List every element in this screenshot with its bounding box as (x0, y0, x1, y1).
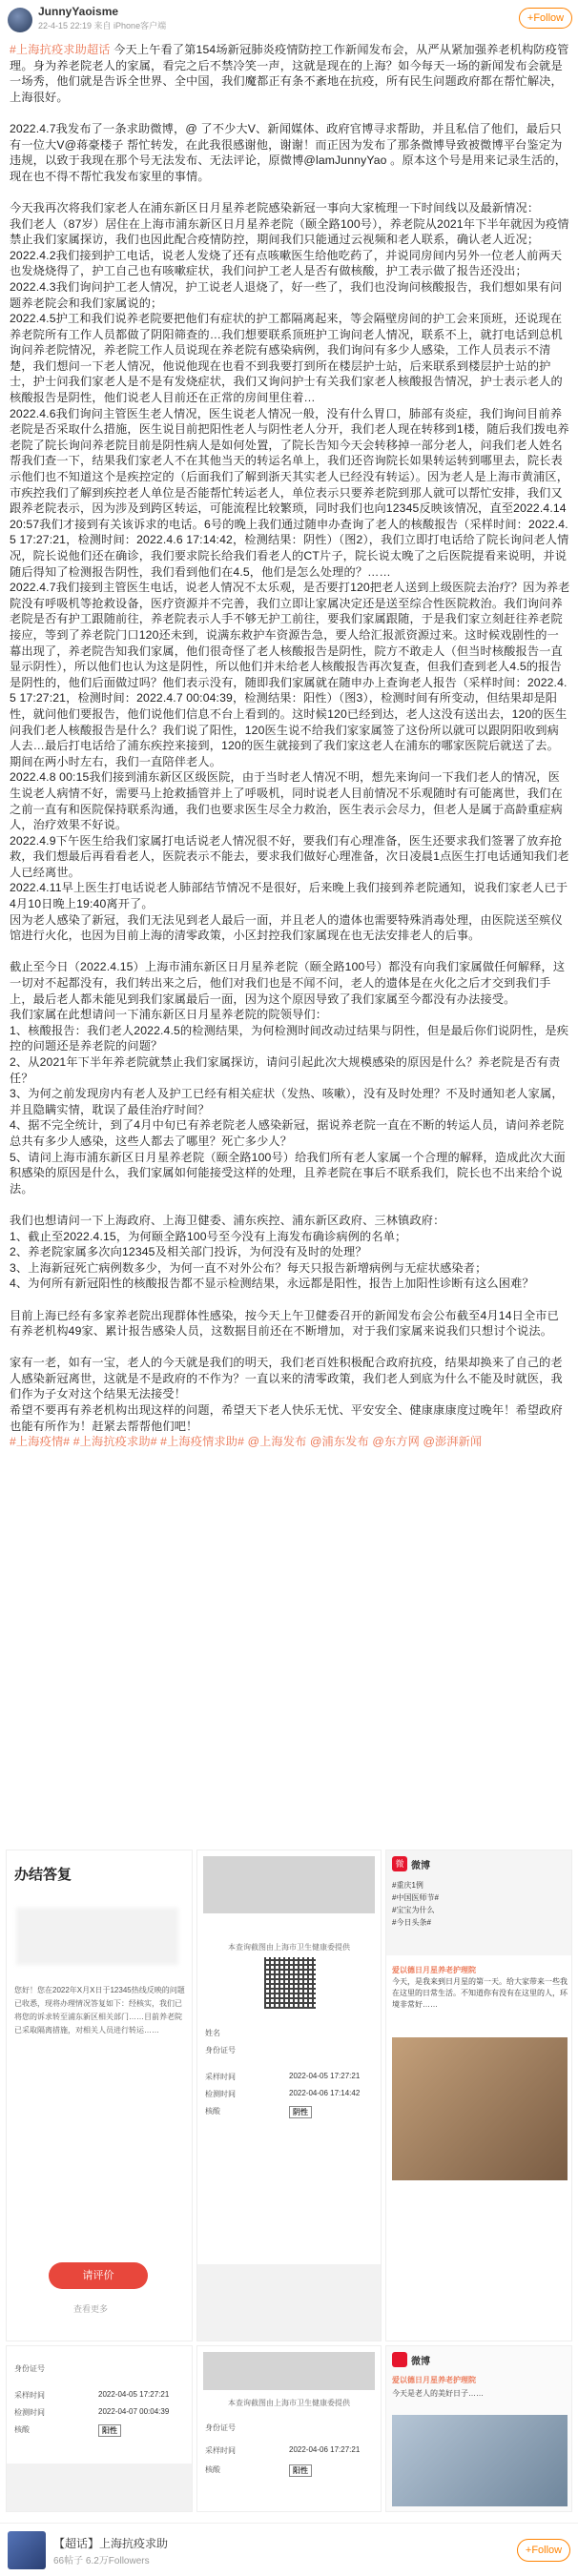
weibo-card-inner (386, 2346, 571, 2511)
report-header: 本查询截图由上海市卫生健康委提供 (228, 1943, 350, 1952)
result-badge: 阴性 (289, 2106, 312, 2118)
topic-title: 【超话】上海抗疫求助 (53, 2537, 169, 2550)
test-time-value: 2022-04-07 00:04:39 (98, 2407, 170, 2416)
card-account-name: 爱以德日月星养老护理院 (392, 2376, 476, 2384)
image-reply-document[interactable] (6, 1850, 193, 2341)
hot-list: #重庆1例 #中国医师节# #宝宝为什么 #今日头条# (392, 1881, 439, 1927)
report-inner (197, 2346, 381, 2511)
image-weibo-card[interactable] (385, 2345, 572, 2512)
post-tags-line[interactable]: #上海疫情# #上海抗疫求助# #上海疫情求助# @上海发布 @浦东发布 @东方网 @澎湃新闻 (10, 1435, 483, 1449)
result-value (289, 2464, 312, 2477)
post-paragraph-12: 2022.4.11早上医生打电话说老人肺部结节情况不是很好，后来晚上我们接到养老院通知，说我们家老人已于4月10日晚上19:40离开了。 (10, 881, 568, 911)
sample-time-label: 采样时间 (14, 2391, 45, 2400)
post-meta: 22-4-15 22:19 来自 iPhone客户端 (38, 21, 167, 31)
weibo-logo-icon (392, 2352, 407, 2367)
sample-time-value: 2022-04-06 17:27:21 (289, 2445, 361, 2454)
post-paragraph-14: 截止至今日（2022.4.15）上海市浦东新区日月星养老院（颐全路100号）都没有向我们家属做任何解释，这一切对不起都没有，我们转出来之后，他们对我们也是不闻不问，老人的遗体是在火化之后才交到我们手上，最后老人都未能见到我们家属最后一面，因为这个原因导致了我们家属至今都没有办法接受。 (10, 960, 566, 1006)
topic-stats: 66帖子 6.2万Followers (53, 2556, 150, 2566)
sample-time-label: 采样时间 (205, 2073, 236, 2081)
result-value (98, 2424, 121, 2437)
result-label: 核酸 (14, 2425, 30, 2434)
super-topic-card[interactable] (0, 2523, 578, 2576)
result-label: 核酸 (205, 2107, 220, 2116)
post-intro: 今天上午看了第154场新冠肺炎疫情防控工作新闻发布会，从严从紧加强养老机构防疫管理。身为养老院老人的家属，看完之后不禁冷笑一声，这就是现在的上海？如今每天一场的新闻发布会就是一场秀，他们就是告诉全世界、全中国，我们魔都正有条不紊地在抗疫，所有民生问题政府都在帮忙解决，上海很好。 (10, 43, 569, 104)
see-more-label: 查看更多 (73, 2304, 109, 2314)
evaluate-button: 请评价 (49, 2262, 148, 2289)
image-test-report-positive-2[interactable] (196, 2345, 382, 2512)
sample-time-value: 2022-04-05 17:27:21 (98, 2390, 170, 2399)
id-label: 身份证号 (205, 2423, 236, 2432)
post-paragraph-5: 2022.4.2我们接到护工电话，说老人发烧了还有点咳嗽医生给他吃药了，并说同房间内另外一位老人前两天也发烧烧得了，护工自己也有咳嗽症状，我们问护工老人是否有做核酸，护工表示做了报告还没出； (10, 248, 563, 278)
result-value (289, 2106, 312, 2118)
topic-tag[interactable]: #上海抗疫求助超话 (10, 43, 111, 56)
post-paragraph-8: 2022.4.6我们询问主管医生老人情况，医生说老人情况一般，没有什么胃口，肺部有炎症，我们询问目前养老院是否采取什么措施，医生说目前把阳性老人与阴性老人分开，我们老人现在转移到1楼，随后我们拨电养老院了院长询问养老院目前是阴性病人是如何处置，了院长告知今天会转移掉一部分老人，问我们老人姓名帮我们查一下，结果我们家老人不在其他当天的转运名单上，我们还咨询院长如果转运转到哪里去，院长表示他们也不知道这个是疾控定的（后面我们了解到浙天其实老人已经没有转运）。因为老人是上海市黄浦区，市疾控我们了解到疾控老人单位是否能帮忙转运老人，单位表示只要养老院到那人就可以帮忙安排，我们又跟养老院表示，因为涉及到跨区转运，可能流程比较繁琐，同时我们也向12345反映该情况，直至2022.4.14 20:57我们才接到有关该诉求的电话。6号的晚上我们通过随申办查询了老人的核酸报告（采样时间：2022.4.5 17:27:21，检测时间：2022.4.6 17:14:42，检测结果：阴性）（图2），我们立即打电话给了院长询问老人情况，院长说他们还在确诊，我们要求院长给我们看老人的CT片子，院长说太晚了之后医院提看来说明，并说随后得知了检测报告阴性，我们看到他们在4.5，他们是怎么处理的？…… (10, 406, 570, 579)
test-time-value: 2022-04-06 17:14:42 (289, 2089, 361, 2097)
report-bottom-area (197, 2264, 381, 2341)
redacted-header (203, 1856, 375, 1913)
card-text: 今天，是我来到日月星的第一天。给大家带来一些我在这里的日常生活。不知道你有没有在这里的人，环境非常好…… (392, 1977, 568, 2009)
post-paragraph-7: 2022.4.5护工和我们说养老院要把他们有症状的护工都隔离起来，等会隔壁房间的护工会来顶班，还说现在养老院所有工作人员都做了阴阳筛查的…我们想要联系顶班护工询问老人情况，联系不上，就打电话到总机询问养老院情况，养老院工作人员说现在养老院有感染病例，我们询问有多少人感染，工作人员表示不清楚，我们想问一下老人情况，他说他现在也看不到我要打到所在楼层护士站，后来联系到楼层护士站的护士，护士问我们家老人是不是有发烧症状，我们又询问护士有关我们家老人核酸报告情况，护士表示老人的核酸报告是阴性，他们说老人目前还在正常的房间里住着… (10, 312, 563, 405)
qr-code-icon (264, 1957, 316, 2009)
sample-time-value: 2022-04-05 17:27:21 (289, 2072, 361, 2080)
report-header: 本查询截图由上海市卫生健康委提供 (228, 2399, 350, 2407)
topic-follow-button[interactable]: +Follow (517, 2539, 570, 2562)
nursing-home-photo (392, 2037, 568, 2180)
card-photo (392, 2415, 568, 2506)
post-paragraph-15: 我们家属在此想请问一下浦东新区日月星养老院的院领导们： 1、核酸报告：我们老人2022.4.5的检测结果，为何检测时间改动过结果与阴性，但是最后你们说阴性，是疾控的问题还是养老院的问题？ 2、从2021年下半年养老院就禁止我们家属探访，请问引起此次大规模感染的原因是什么？养老院是否有责任？ 3、为何之前发现房内有老人及护工已经有相关症状（发热、咳嗽），没有及时处理？不及时通知老人家属，并且隐瞒实情，耽误了最佳治疗时间？ 4、据不完全统计，到了4月中旬已有养老院老人感染新冠，据说养老院一直在不断的转运人员，请问养老院总共有多少人感染，这些人都去了哪里？死亡多少人？ 5、请问上海市浦东新区日月星养老院（颐全路100号）给我们所有老人家属一个合理的解释，造成此次大面积感染的原因是什么，我们家属如何能接受这样的处理，且养老院在事后不联系我们，院长也不出来给个说法。 (10, 1008, 569, 1196)
topic-thumbnail (8, 2531, 46, 2569)
post-paragraph-13: 因为老人感染了新冠，我们无法见到老人最后一面，并且老人的遗体也需要特殊消毒处理，由医院送至殡仪馆进行火化，也因为目前上海的清零政策，小区封控我们家属现在也无法安排老人的后事。 (10, 912, 563, 943)
blurred-region (16, 1908, 178, 1965)
post-paragraph-2: 2022.4.7我发布了一条求助微博，@ 了不少大V、新闻媒体、政府官博寻求帮助，并且私信了他们，最后只有一位大V@蒋豪楼子 帮忙转发，在此我很感谢他，谢谢！而正因为发布了那条微博导致被微博平台鉴定为违规，以致于我现在那个号无法发布、无法评论，原微博@lamJunnyYao 。原本这个号是用来记录生活的，现在也不得不帮忙我发布家里的事情。 (10, 121, 568, 183)
report-bottom-area (7, 2464, 192, 2511)
id-label: 身份证号 (14, 2364, 45, 2373)
id-label: 身份证号 (205, 2046, 236, 2055)
post-paragraph-17: 目前上海已经有多家养老院出现群体性感染，按今天上午卫健委召开的新闻发布会公布截至4月14日全市已有养老机构49家、累计报告感染人员，这数据目前还在不断增加，对于我们家属来说我们只想讨个说法。 (10, 1308, 559, 1339)
post-paragraph-16: 我们也想请问一下上海政府、上海卫健委、浦东疾控、浦东新区政府、三林镇政府： 1、截止至2022.4.15，为何颐全路100号至今没有上海发布确诊病例的名单； 2、养老院家属多次向12345及相关部门投诉，为何没有及时的处理？ 3、上海新冠死亡病例数多少，为何一直不对外公布？每天只报告新增病例与无症状感染者； 4、为何所有新冠阳性的核酸报告都不显示检测结果，永远都是阳性，报告上加阳性诊断有这么困难？ (10, 1213, 534, 1291)
sample-time-label: 采样时间 (205, 2446, 236, 2455)
follow-button[interactable]: +Follow (519, 8, 572, 29)
post-header (0, 0, 578, 38)
image-weibo-nursing-home[interactable] (385, 1850, 572, 2341)
post-paragraph-19: 希望不要再有养老机构出现这样的问题，希望天下老人快乐无忧、平安安全、健康康康度过晚年！希望政府也能有所作为！赶紧去帮帮他们吧！ (10, 1403, 563, 1433)
username[interactable]: JunnyYaoisme (38, 5, 119, 18)
weibo-title: 微博 (411, 2357, 430, 2367)
redacted-header (203, 2352, 375, 2390)
post-paragraph-10: 2022.4.8 00:15我们接到浦东新区区级医院，由于当时老人情况不明，想先来询问一下我们老人的情况，医生说老人病情不好，需要马上抢救插管并上了呼吸机，同时说老人目前情况不乐观随时有可能离世，我们在之前一直有和医院保持联系沟通，我们也要求医生尽全力救治，医生表示会尽力，但老人是属于高龄重症病人，治疗效果不好说。 (10, 770, 563, 832)
reply-title: 办结答复 (14, 1867, 72, 1883)
test-time-label: 检测时间 (205, 2090, 236, 2098)
result-badge: 阳性 (289, 2464, 312, 2477)
weibo-logo-icon: 微 (392, 1856, 407, 1871)
name-label: 姓名 (205, 2029, 220, 2037)
result-badge: 阳性 (98, 2424, 121, 2437)
post-paragraph-6: 2022.4.3我们询问护工老人情况，护工说老人退烧了，好一些了，我们也没询问核酸报告，我们想如果有问题养老院会和我们家属说的； (10, 279, 563, 310)
avatar[interactable] (8, 8, 32, 32)
card-text: 今天是老人的美好日子…… (392, 2389, 484, 2398)
post-paragraph-11: 2022.4.9下午医生给我们家属打电话说老人情况很不好，要我们有心理准备，医生还要求我们签署了放弃抢救，我们想最后再看看老人，医院表示不能去，要求我们做好心理准备，次日凌晨1点医生打电话通知我们老人已经离世。 (10, 833, 569, 879)
report-inner (7, 2346, 192, 2511)
weibo-title: 微博 (411, 1861, 430, 1871)
post-paragraph-18: 家有一老，如有一宝，老人的今天就是我们的明天，我们老百姓积极配合政府抗疫，结果却换来了自己的老人感染新冠离世，这就是不是政府的不作为？一直以来的清零政策，我们老人到底为什么不能及时就医，我们作为子女对这个结果无法接受！ (10, 1356, 563, 1401)
card-account-name: 爱以德日月星养老护理院 (392, 1966, 476, 1974)
post-paragraph-3: 今天我再次将我们家老人在浦东新区日月星养老院感染新冠一事向大家梳理一下时间线以及最新情况： (10, 200, 540, 215)
test-time-label: 检测时间 (14, 2408, 45, 2417)
nursing-home-card (392, 1965, 568, 2011)
image-test-report-negative[interactable] (196, 1850, 382, 2341)
result-label: 核酸 (205, 2465, 220, 2474)
post-paragraph-9: 2022.4.7我们接到主管医生电话，说老人情况不太乐观，是否要打120把老人送到上级医院去治疗？因为养老院没有呼吸机等抢救设备，医疗资源并不完善，我们立即让家属决定还是送至综合性医院救治。我们询问养老院是否有护工跟随前往，养老院表示人手不够无护工前往，要我们家属跟随，于是我们家立刻赶往养老院接应，等到了养老院门口120还未到，说满东救护车资源告急，要人给汇报派资源过来。这时候戏剧性的一幕出现了，养老院告知我们家属，他们很奇怪了老人核酸报告是阴性，院方不敢走人（但当时核酸报告一直显示阴性），所以他们也认为这是阴性，所以他们并未给老人核酸报告再次复查，但我们查到老人4.5的报告是阴性的，他们后面做过吗？他们表示没有，随即我们家属就在随申办上查询老人报告（采样时间：2022.4.5 17:27:21，检测时间：2022.4.7 00:04:39，检测结果：阳性）（图3），检测时间有所变动，但结果却是阳性，就问他们要报告，他们说他们信息不台上看到的。这时候120已经到达，老人这没有送出去，120的医生问我们老人核酸报告是什么？我们说了阳性，120医生说不给我们家家属签了这份所以就可以跟阴阳收到病人去…最后打电话给了浦东疾控来接到，120的医生就接到了我们家这老人在浦东的哪家医院后就送了去。期间在两小时左右，我们一直陪伴老人。 (10, 581, 570, 768)
post-body (10, 42, 570, 1450)
reply-text: 您好！您在2022年X月X日于12345热线反映的问题已收悉，现将办理情况答复如下：经核实，我们已将您的诉求转至浦东新区相关部门……目前养老院已采取隔离措施，对相关人员进行转运…… (14, 1986, 185, 2034)
post-paragraph-4: 我们老人（87岁）居住在上海市浦东新区日月星养老院（颐全路100号），养老院从2021年下半年就因为疫情禁止我们家属探访，我们也因此配合疫情防控，期间我们只能通过云视频和老人联系，确认老人近况； (10, 216, 569, 247)
image-test-report-positive[interactable] (6, 2345, 193, 2512)
